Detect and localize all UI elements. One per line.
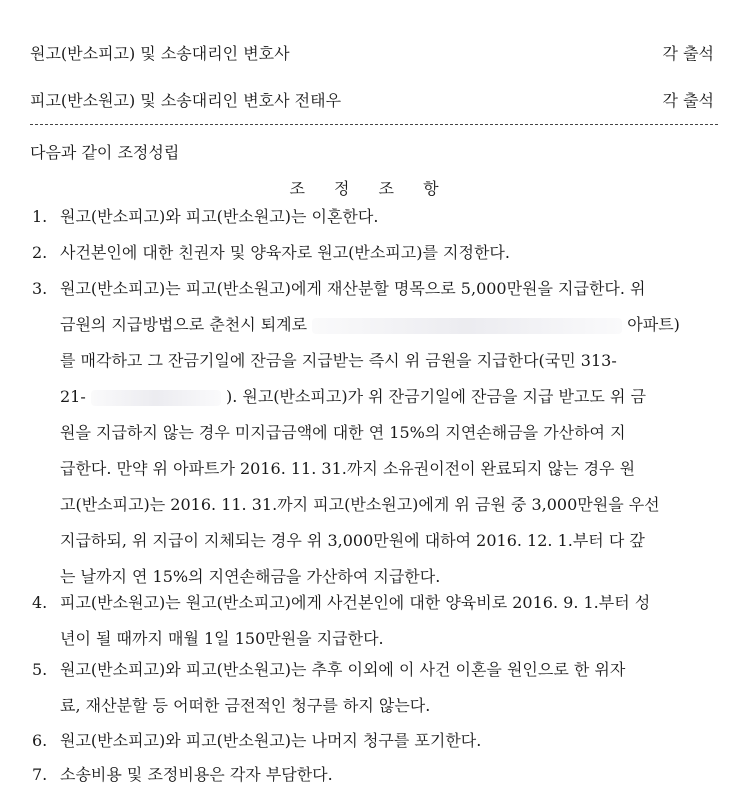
redacted-account-number — [91, 390, 221, 406]
clause-number: 1. — [32, 207, 48, 226]
clause-text: 원고(반소피고)와 피고(반소원고)는 나머지 청구를 포기한다. — [60, 731, 482, 750]
clause-number: 5. — [32, 660, 48, 679]
clause-2 — [32, 243, 716, 279]
clause-text: 사건본인에 대한 친권자 및 양육자로 원고(반소피고)를 지정한다. — [60, 243, 510, 262]
clause-number: 7. — [32, 765, 48, 784]
clause-1 — [32, 207, 716, 243]
clause-text: 아파트) — [627, 315, 680, 334]
clause-text: 원고(반소피고)는 피고(반소원고)에게 재산분할 명목으로 5,000만원을 지급한다. 위 — [60, 279, 646, 298]
clause-line — [32, 315, 716, 351]
clause-text: 년이 될 때까지 매월 1일 150만원을 지급한다. — [60, 629, 384, 648]
clause-5 — [32, 660, 716, 732]
intro-text: 다음과 같이 조정성립 — [30, 143, 180, 162]
clause-7 — [32, 765, 716, 801]
plaintiff-attendance-row — [30, 44, 714, 64]
clause-text: 원을 지급하지 않는 경우 미지급금액에 대한 연 15%의 지연손해금을 가산하여 지 — [60, 423, 626, 442]
clause-number: 6. — [32, 731, 48, 750]
clause-number: 3. — [32, 279, 48, 298]
clause-text: 는 날까지 연 15%의 지연손해금을 가산하여 지급한다. — [60, 567, 441, 586]
clause-number: 2. — [32, 243, 48, 262]
clause-text: ). 원고(반소피고)가 위 잔금기일에 잔금을 지급 받고도 위 금 — [225, 387, 646, 406]
redacted-address — [312, 318, 622, 334]
clause-text: 금원의 지급방법으로 춘천시 퇴계로 — [60, 315, 308, 334]
clause-3 — [32, 279, 716, 603]
clause-text: 고(반소피고)는 2016. 11. 31.까지 피고(반소원고)에게 위 금원 중 3,000만원을 우선 — [60, 495, 660, 514]
clause-text: 를 매각하고 그 잔금기일에 잔금을 지급받는 즉시 위 금원을 지급한다(국민 313- — [60, 351, 617, 370]
clause-text: 급한다. 만약 위 아파트가 2016. 11. 31.까지 소유권이전이 완료되지 않는 경우 원 — [60, 459, 636, 478]
clause-text: 료, 재산분할 등 어떠한 금전적인 청구를 하지 않는다. — [60, 696, 431, 715]
defendant-attendance-row — [30, 91, 714, 111]
dashed-divider — [30, 124, 718, 125]
clause-6 — [32, 731, 716, 767]
plaintiff-attendance-status: 각 출석 — [662, 44, 714, 63]
clause-text: 원고(반소피고)와 피고(반소원고)는 추후 이외에 이 사건 이혼을 원인으로 한 위자 — [60, 660, 626, 679]
plaintiff-party-text: 원고(반소피고) 및 소송대리인 변호사 — [30, 44, 290, 63]
clause-4 — [32, 593, 716, 665]
clause-text: 원고(반소피고)와 피고(반소원고)는 이혼한다. — [60, 207, 379, 226]
clause-number: 4. — [32, 593, 48, 612]
defendant-attendance-status: 각 출석 — [662, 91, 714, 110]
clause-line — [32, 387, 716, 423]
clause-text: 지급하되, 위 지급이 지체되는 경우 위 3,000만원에 대하여 2016. 12. 1.부터 다 갚 — [60, 531, 645, 550]
clause-text: 21- — [60, 387, 86, 406]
defendant-party-text: 피고(반소원고) 및 소송대리인 변호사 전태우 — [30, 91, 342, 110]
clause-text: 소송비용 및 조정비용은 각자 부담한다. — [60, 765, 333, 784]
section-title: 조 정 조 항 — [289, 179, 451, 198]
clause-text: 피고(반소원고)는 원고(반소피고)에게 사건본인에 대한 양육비로 2016. 9. 1.부터 성 — [60, 593, 651, 612]
